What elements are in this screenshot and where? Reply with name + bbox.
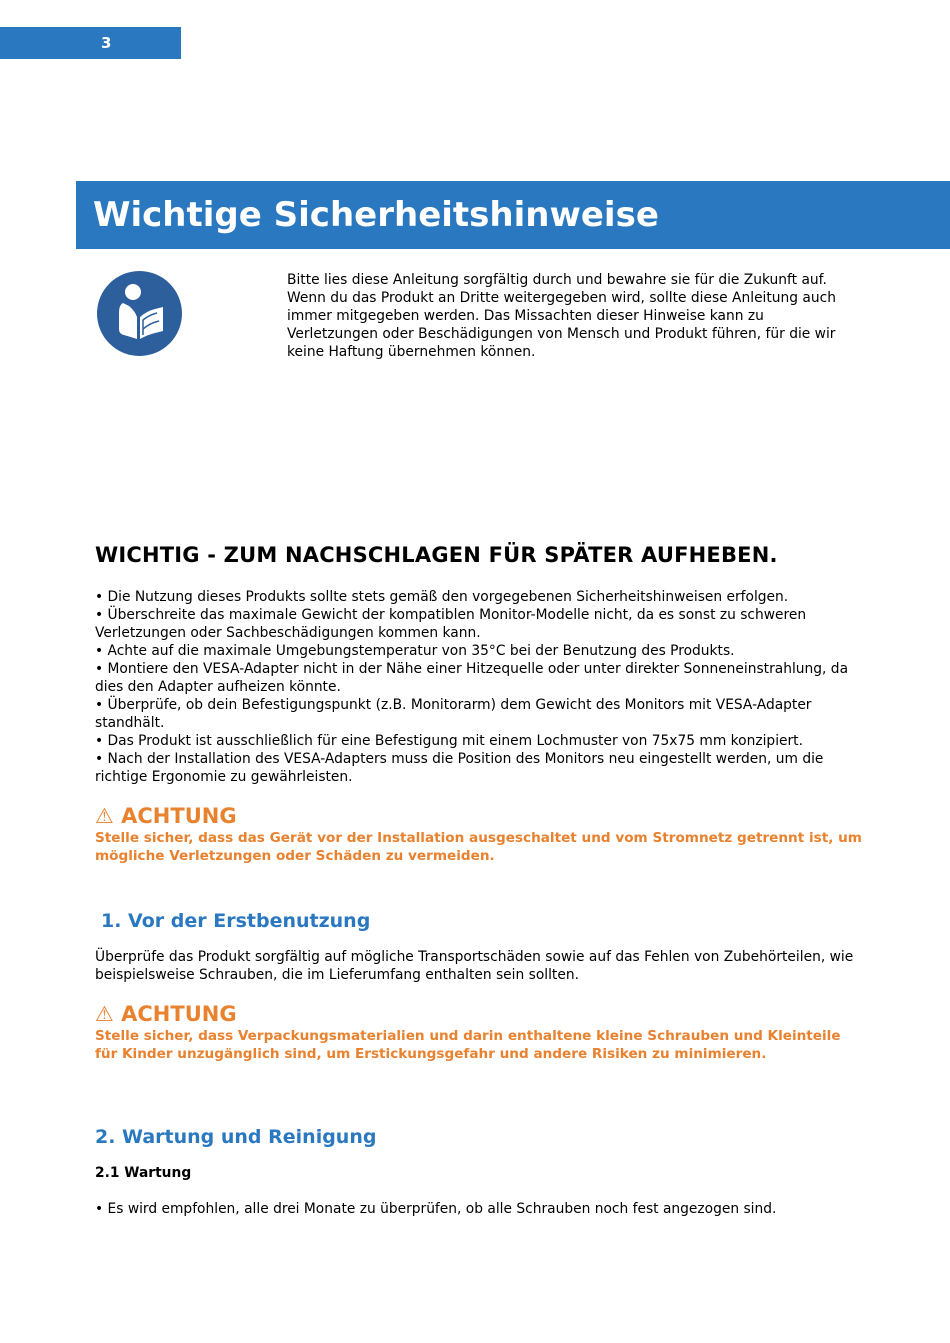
section-heading-maintenance: 2. Wartung und Reinigung: [95, 1126, 377, 1148]
intro-text: Bitte lies diese Anleitung sorgfältig durch und bewahre sie für die Zukunft auf. Wenn du das Produkt an Dritte weitergegeben wird, sollte diese Anleitung auch immer mitgegeben werden. Das Missachten dieser Hinweise kann zu Verletzungen oder Beschädigungen von Mensch und Produkt führen, für die wir keine Haftung übernehmen können.: [287, 272, 836, 360]
list-item: • Überschreite das maximale Gewicht der kompatiblen Monitor-Modelle nicht, da es sonst zu schweren Verletzungen oder Sachbeschädigungen kommen kann.: [95, 607, 807, 641]
list-item: • Die Nutzung dieses Produkts sollte stets gemäß den vorgegebenen Sicherheitshinweisen erfolgen.: [95, 589, 789, 605]
subsection-heading-maintenance: 2.1 Wartung: [95, 1165, 192, 1181]
section-heading-first-use: 1. Vor der Erstbenutzung: [101, 910, 371, 932]
page-number: 3: [101, 34, 112, 52]
list-item: • Das Produkt ist ausschließlich für eine Befestigung mit einem Lochmuster von 75x75 mm konzipiert.: [95, 733, 803, 749]
safety-bullet-list: [95, 588, 855, 786]
warning-box-children: [95, 1001, 865, 1063]
list-item: • Achte auf die maximale Umgebungstemperatur von 35°C bei der Benutzung des Produkts.: [95, 643, 735, 659]
warning-heading: ⚠ ACHTUNG: [95, 804, 237, 828]
list-item: • Überprüfe, ob dein Befestigungspunkt (z.B. Monitorarm) dem Gewicht des Monitors mit VESA-Adapter standhält.: [95, 697, 812, 731]
read-manual-icon: [97, 271, 182, 356]
maintenance-bullet: • Es wird empfohlen, alle drei Monate zu überprüfen, ob alle Schrauben noch fest angezogen sind.: [95, 1201, 777, 1217]
warning-text: Stelle sicher, dass Verpackungsmaterialien und darin enthaltene kleine Schrauben und Kleinteile für Kinder unzugänglich sind, um Erstickungsgefahr und andere Risiken zu minimieren.: [95, 1028, 841, 1062]
page-number-tab: [0, 27, 181, 59]
list-item: • Montiere den VESA-Adapter nicht in der Nähe einer Hitzequelle oder unter direkter Sonneneinstrahlung, da dies den Adapter aufheizen könnte.: [95, 661, 849, 695]
warning-text: Stelle sicher, dass das Gerät vor der Installation ausgeschaltet und vom Stromnetz getrennt ist, um mögliche Verletzungen oder Schäden zu vermeiden.: [95, 830, 862, 864]
warning-box-power: [95, 803, 865, 865]
title-banner: [76, 181, 950, 249]
page-title: Wichtige Sicherheitshinweise: [93, 195, 659, 235]
first-use-text: Überprüfe das Produkt sorgfältig auf mögliche Transportschäden sowie auf das Fehlen von Zubehörteilen, wie beispielsweise Schrauben, die im Lieferumfang enthalten sein sollten.: [95, 949, 854, 983]
warning-heading: ⚠ ACHTUNG: [95, 1002, 237, 1026]
important-heading: WICHTIG - ZUM NACHSCHLAGEN FÜR SPÄTER AUFHEBEN.: [95, 543, 778, 567]
list-item: • Nach der Installation des VESA-Adapters muss die Position des Monitors neu eingestellt werden, um die richtige Ergonomie zu gewährleisten.: [95, 751, 824, 785]
